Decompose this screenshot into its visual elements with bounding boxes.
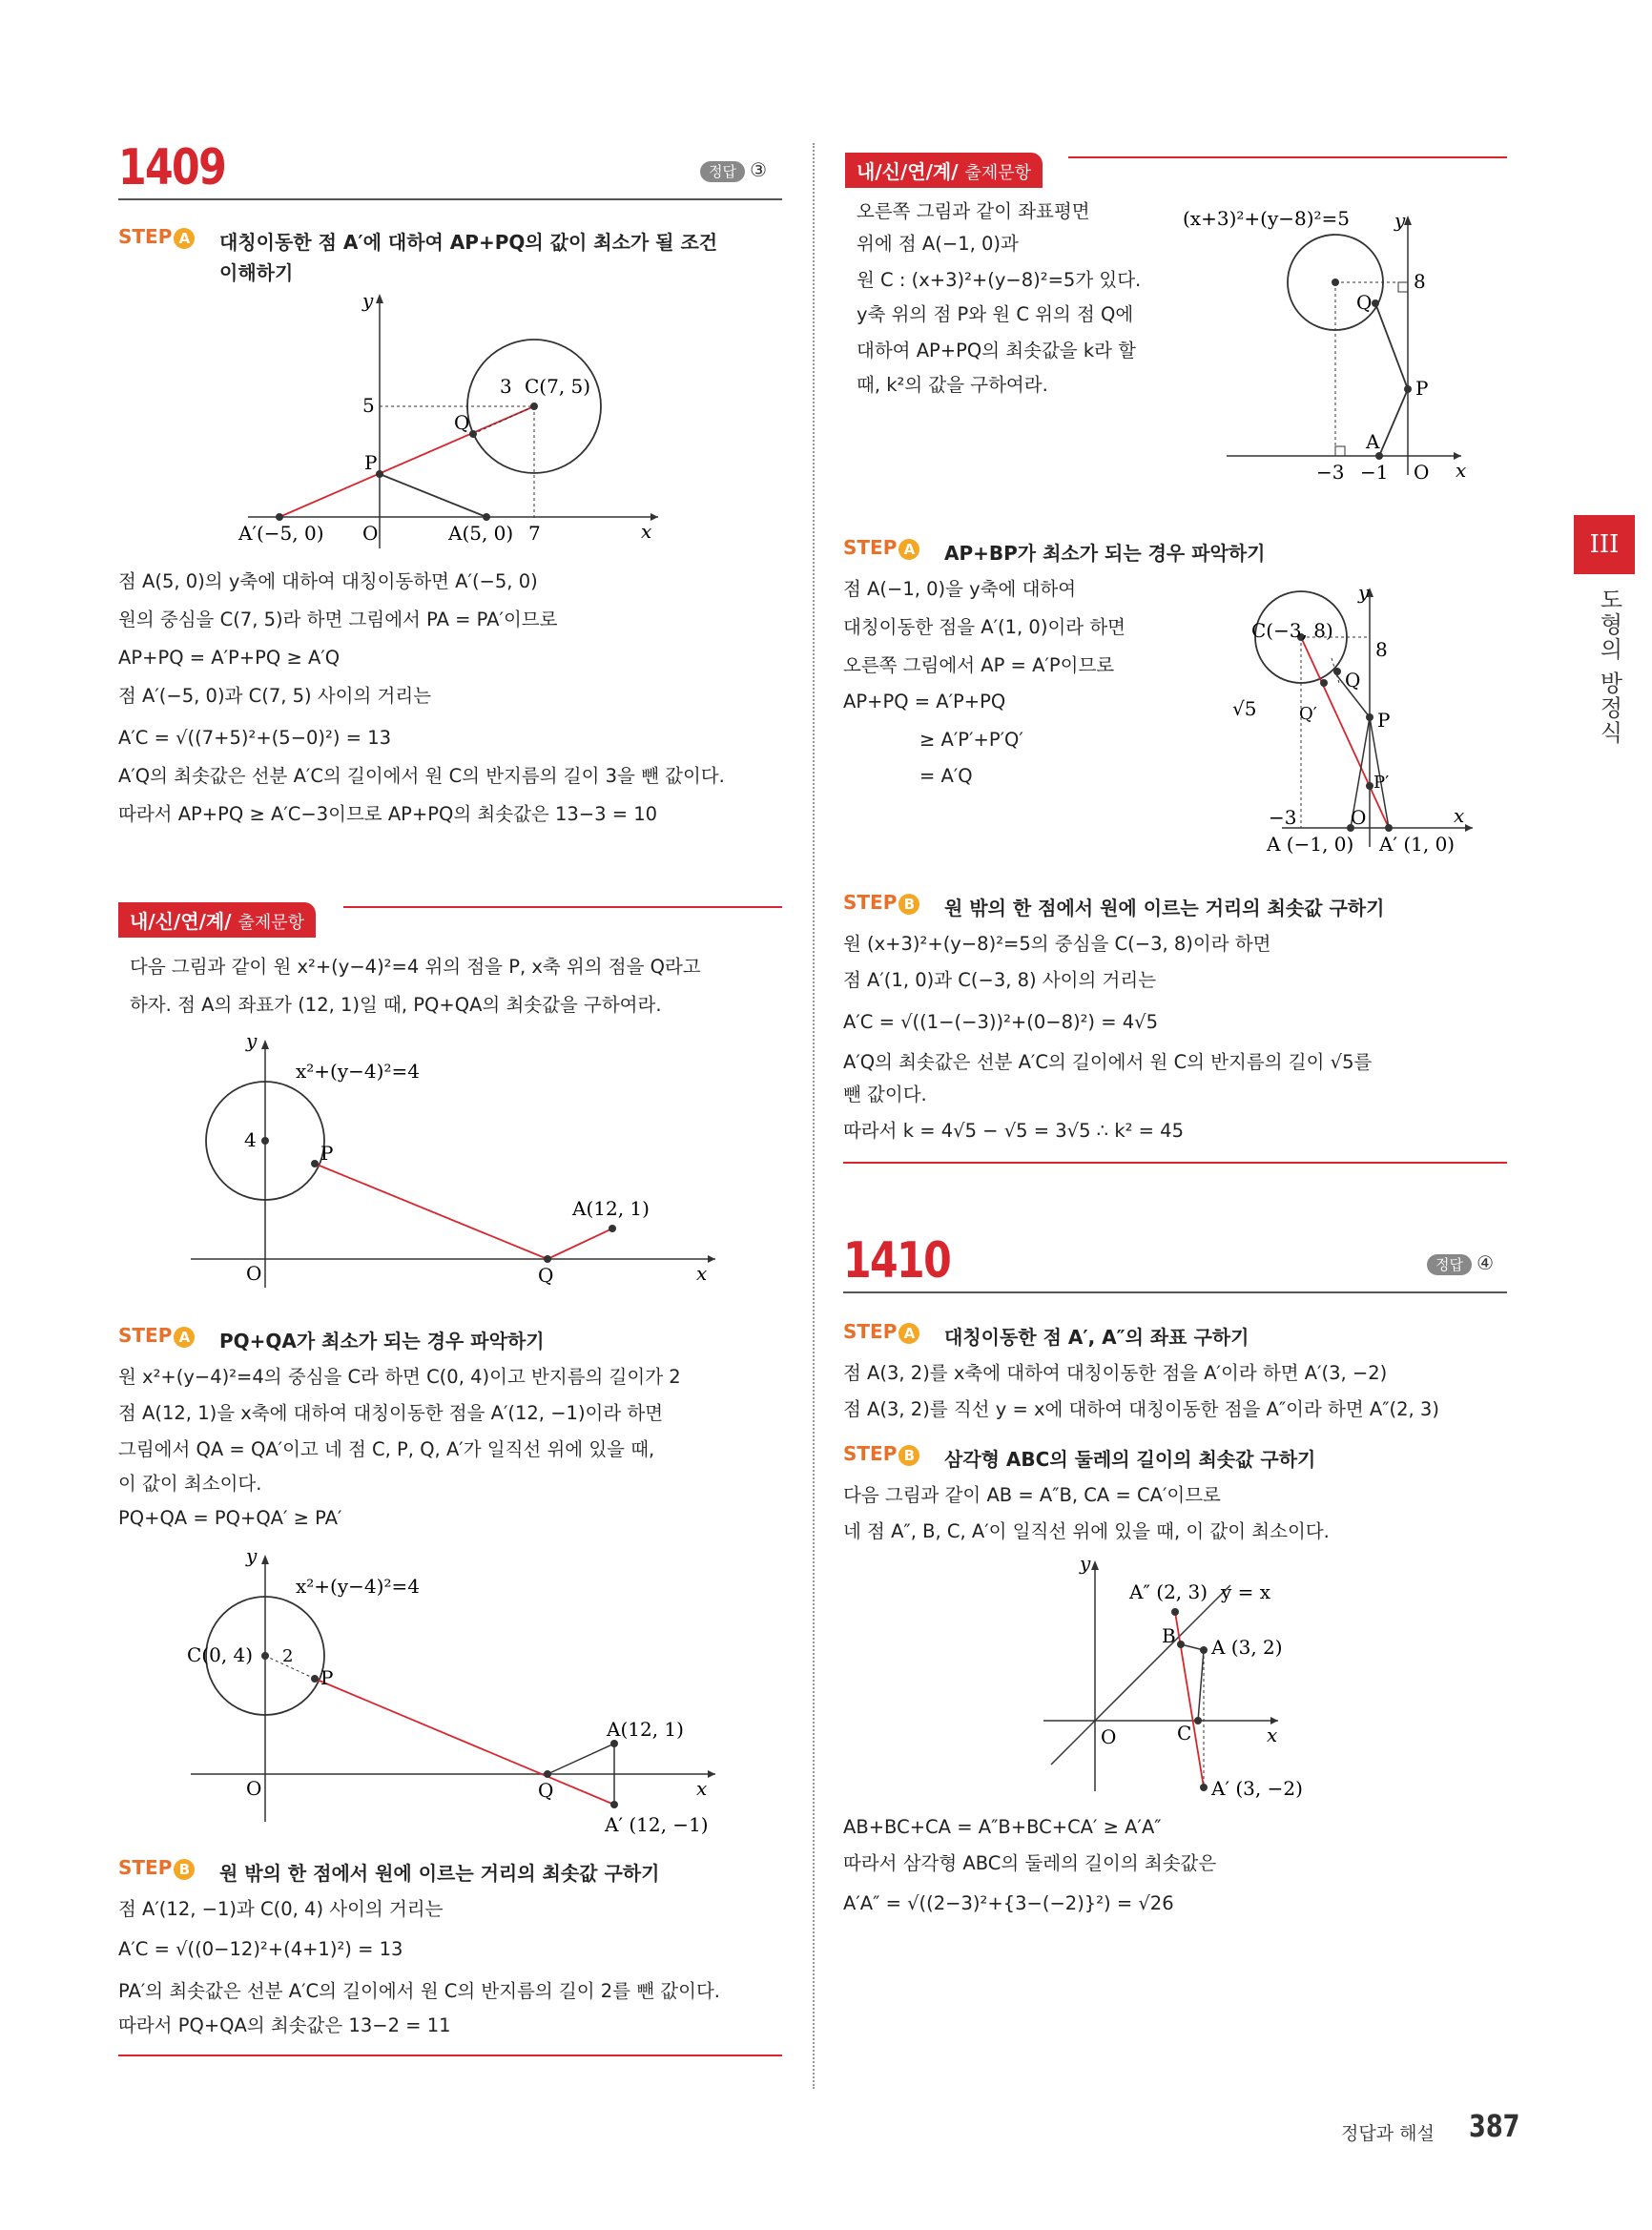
label-q: Q <box>1345 669 1361 692</box>
label-y: y <box>1358 581 1370 604</box>
label-x: x <box>1454 804 1465 827</box>
right-angle-mark <box>1335 446 1345 456</box>
label-c: C <box>1177 1722 1192 1745</box>
y-axis-arrow <box>1091 1560 1099 1570</box>
label-q: Q <box>538 1264 554 1287</box>
point-pprime <box>1366 782 1373 790</box>
step-title: 대칭이동한 점 A′, A″의 좌표 구하기 <box>944 1326 1249 1349</box>
label-x: x <box>641 520 652 543</box>
point-a <box>1200 1646 1208 1654</box>
problem-number-1409: 1409 <box>118 139 226 196</box>
label-eq: x²+(y−4)²=4 <box>296 1575 420 1598</box>
line: 점 A(5, 0)의 y축에 대하여 대칭이동하면 A′(−5, 0) <box>118 570 538 592</box>
step-label: STEP <box>843 891 898 914</box>
line: PA′의 최솟값은 선분 A′C의 길이에서 원 C의 반지름의 길이 2를 뺀 값이다. <box>118 1980 720 2002</box>
answer-badge: 정답 <box>700 161 745 182</box>
answer-value: ④ <box>1476 1251 1495 1274</box>
center <box>1332 279 1339 286</box>
answer-badge: 정답 <box>1427 1254 1472 1275</box>
line: 점 A(12, 1)을 x축에 대하여 대칭이동한 점을 A′(12, −1)이라 하면 <box>118 1402 664 1424</box>
step-label: STEP <box>843 536 898 559</box>
line: A′C = √((0−12)²+(4+1)²) = 13 <box>118 1938 403 1960</box>
figure-naesin1 <box>181 1030 725 1297</box>
line: A′Q의 최솟값은 선분 A′C의 길이에서 원 C의 반지름의 길이 3을 뺀 값이다. <box>118 765 725 787</box>
point-a <box>1375 452 1383 460</box>
point-b <box>1177 1641 1185 1648</box>
line: AP+PQ = A′P+PQ <box>843 691 1006 712</box>
x-axis-arrow <box>1465 824 1473 832</box>
label-c: C(7, 5) <box>525 375 591 398</box>
center <box>261 1137 269 1145</box>
line: 점 A(3, 2)를 x축에 대하여 대칭이동한 점을 A′이라 하면 A′(3, −2) <box>843 1362 1388 1384</box>
banner-sub: 출제문항 <box>237 913 305 933</box>
label-q: Q <box>1356 291 1373 314</box>
label-yx: y = x <box>1221 1580 1271 1603</box>
label-o: O <box>1414 461 1430 484</box>
step-title: 삼각형 ABC의 둘레의 길이의 최솟값 구하기 <box>944 1448 1316 1471</box>
step-letter: B <box>174 1859 195 1880</box>
step-a-1409 <box>118 225 195 249</box>
step-letter: A <box>898 1323 919 1344</box>
question-line: 대하여 AP+PQ의 최솟값을 k라 할 <box>857 340 1137 361</box>
label-a: A (3, 2) <box>1211 1636 1283 1659</box>
line: ≥ A′P′+P′Q′ <box>919 729 1023 751</box>
y-axis-arrow <box>261 1555 269 1564</box>
label-5: 5 <box>362 394 375 417</box>
label-7: 7 <box>528 522 541 545</box>
label-x: x <box>696 1262 708 1285</box>
line: 점 A′(1, 0)과 C(−3, 8) 사이의 거리는 <box>843 969 1157 991</box>
red-divider <box>843 1162 1507 1164</box>
step-label: STEP <box>843 1320 898 1343</box>
label-y: y <box>1394 209 1406 232</box>
question-line: 오른쪽 그림과 같이 좌표평면 <box>857 200 1090 222</box>
red-divider <box>118 2054 782 2056</box>
step-letter: B <box>898 1445 919 1466</box>
banner-title: 내/신/연/계/ <box>857 160 959 183</box>
figure-naesin1-solution <box>181 1545 725 1850</box>
point-a-prime <box>610 1801 618 1808</box>
label-o: O <box>1101 1725 1117 1748</box>
step-a-naesin1 <box>118 1324 195 1348</box>
line: PQ+QA = PQ+QA′ ≥ PA′ <box>118 1507 342 1529</box>
step-b-naesin2 <box>843 891 919 915</box>
step-a-naesin2 <box>843 536 919 560</box>
label-aprime: A′ (1, 0) <box>1379 833 1456 856</box>
line: 원 (x+3)²+(y−8)²=5의 중심을 C(−3, 8)이라 하면 <box>843 933 1271 955</box>
segment-qa <box>547 1744 614 1774</box>
segment-p-a <box>380 474 486 517</box>
point-c <box>530 403 538 410</box>
point-a <box>609 1225 616 1232</box>
step-a-title-2: 이해하기 <box>219 261 294 284</box>
line: 따라서 삼각형 ABC의 둘레의 길이의 최솟값은 <box>843 1852 1217 1874</box>
line: 원의 중심을 C(7, 5)라 하면 그림에서 PA = PA′이므로 <box>118 609 558 630</box>
label-p: P <box>320 1666 334 1689</box>
line: 점 A′(12, −1)과 C(0, 4) 사이의 거리는 <box>118 1898 444 1920</box>
divider <box>843 1291 1507 1293</box>
label-p: P <box>1415 377 1429 400</box>
label-o: O <box>246 1262 262 1285</box>
chapter-tab: III <box>1574 515 1635 574</box>
point-q <box>469 430 477 438</box>
label-a: A(5, 0) <box>448 522 514 545</box>
line: A′C = √((7+5)²+(5−0)²) = 13 <box>118 727 392 749</box>
answer-1409 <box>700 158 767 181</box>
point-p <box>311 1675 319 1683</box>
line: 점 A′(−5, 0)과 C(7, 5) 사이의 거리는 <box>118 685 432 707</box>
center <box>261 1652 269 1660</box>
line: 오른쪽 그림에서 AP = A′P이므로 <box>843 654 1115 676</box>
label-c: C(−3, 8) <box>1251 619 1333 642</box>
question-line: 위에 점 A(−1, 0)과 <box>857 233 1019 255</box>
right-angle-mark <box>1398 282 1408 292</box>
point-q <box>544 1255 551 1263</box>
label-o: O <box>1351 806 1367 829</box>
label-x: x <box>1267 1724 1278 1746</box>
step-title: PQ+QA가 최소가 되는 경우 파악하기 <box>219 1330 545 1352</box>
line: 대칭이동한 점을 A′(1, 0)이라 하면 <box>843 616 1125 638</box>
step-a-title-1: 대칭이동한 점 A′에 대하여 AP+PQ의 값이 최소가 될 조건 <box>219 231 718 254</box>
label-a-prime: A′ (12, −1) <box>605 1813 709 1836</box>
segment-c-aprime <box>1301 637 1389 828</box>
line: A′A″ = √((2−3)²+{3−(−2)}²) = √26 <box>843 1892 1174 1914</box>
segment-ap <box>1379 389 1408 456</box>
label-y: y <box>246 1030 258 1052</box>
step-label: STEP <box>843 1442 898 1465</box>
chapter-title: 도형의 방정식 <box>1596 588 1622 746</box>
label-y: y <box>246 1545 258 1567</box>
question-line: 하자. 점 A의 좌표가 (12, 1)일 때, PQ+QA의 최솟값을 구하여라. <box>130 994 662 1016</box>
label-eq: (x+3)²+(y−8)²=5 <box>1183 207 1351 230</box>
y-axis-arrow <box>261 1040 269 1049</box>
line: 네 점 A″, B, C, A′이 일직선 위에 있을 때, 이 값이 최소이다. <box>843 1520 1330 1542</box>
label-o: O <box>246 1777 262 1800</box>
red-divider <box>343 906 782 908</box>
label-a: A(12, 1) <box>572 1197 650 1220</box>
line: AB+BC+CA = A″B+BC+CA′ ≥ A′A″ <box>843 1816 1162 1838</box>
figure-1410 <box>1040 1553 1354 1810</box>
line: = A′Q <box>919 765 973 787</box>
point-p <box>1366 713 1373 721</box>
point-a <box>610 1740 618 1747</box>
point-q <box>1333 668 1341 675</box>
line: 원 x²+(y−4)²=4의 중심을 C라 하면 C(0, 4)이고 반지름의 길이가 2 <box>118 1366 681 1388</box>
label-y: y <box>362 289 374 312</box>
label-y: y <box>1080 1553 1091 1575</box>
label-x: x <box>696 1777 708 1800</box>
label-qprime: Q′ <box>1299 704 1317 724</box>
step-a-1410 <box>843 1320 919 1344</box>
label-pprime: P′ <box>1373 773 1390 793</box>
label-b: B <box>1162 1624 1176 1647</box>
x-axis-arrow <box>708 1255 715 1263</box>
answer-1410 <box>1427 1251 1494 1274</box>
line: A′C = √((1−(−3))²+(0−8)²) = 4√5 <box>843 1011 1158 1033</box>
question-line: 때, k²의 값을 구하여라. <box>857 374 1048 396</box>
label-a1: A′ (3, −2) <box>1211 1777 1303 1800</box>
line: 그림에서 QA = QA′이고 네 점 C, P, Q, A′가 일직선 위에 있을 때, <box>118 1438 655 1460</box>
step-title: 원 밖의 한 점에서 원에 이르는 거리의 최솟값 구하기 <box>219 1862 660 1885</box>
line: 따라서 PQ+QA의 최솟값은 13−2 = 11 <box>118 2014 451 2036</box>
point-q <box>1372 299 1379 307</box>
label-o: O <box>362 522 379 545</box>
label-q: Q <box>454 411 470 434</box>
label-2: 2 <box>282 1646 294 1666</box>
line: 따라서 k = 4√5 − √5 = 3√5 ∴ k² = 45 <box>843 1120 1184 1142</box>
label-8: 8 <box>1414 270 1426 293</box>
label-8: 8 <box>1375 638 1388 661</box>
segment-pq <box>315 1164 547 1259</box>
label-c: C(0, 4) <box>187 1643 254 1666</box>
label-p: P <box>1377 709 1391 732</box>
label-x: x <box>1456 459 1467 482</box>
naesin-banner-1 <box>118 902 316 938</box>
segment-pa-prime <box>315 1679 614 1805</box>
question-line: y축 위의 점 P와 원 C 위의 점 Q에 <box>857 303 1134 325</box>
banner-sub: 출제문항 <box>964 163 1032 183</box>
figure-naesin2 <box>1179 198 1494 485</box>
label-eq: x²+(y−4)²=4 <box>296 1060 420 1083</box>
label-4: 4 <box>244 1128 257 1151</box>
line: 따라서 AP+PQ ≥ A′C−3이므로 AP+PQ의 최솟값은 13−3 = 10 <box>118 803 658 825</box>
line: 다음 그림과 같이 AB = A″B, CA = CA′이므로 <box>843 1484 1221 1506</box>
step-label: STEP <box>118 1324 173 1347</box>
step-letter: A <box>898 539 919 560</box>
label-3: 3 <box>500 375 512 398</box>
label-m3: −3 <box>1269 806 1297 829</box>
y-axis-arrow <box>376 294 383 303</box>
segment-qa <box>547 1229 612 1259</box>
banner-title: 내/신/연/계/ <box>130 910 232 933</box>
step-label: STEP <box>118 1856 173 1879</box>
line: 뺀 값이다. <box>843 1084 927 1105</box>
point-p <box>1404 385 1412 393</box>
point-qprime <box>1320 679 1328 687</box>
label-a: A <box>1366 430 1380 453</box>
label-m3: −3 <box>1316 461 1345 484</box>
problem-number-1410: 1410 <box>843 1232 951 1290</box>
step-letter: B <box>898 894 919 915</box>
step-letter: A <box>174 1327 195 1348</box>
line: 이 값이 최소이다. <box>118 1473 262 1495</box>
step-title: AP+BP가 최소가 되는 경우 파악하기 <box>944 542 1266 565</box>
label-m1: −1 <box>1360 461 1389 484</box>
label-a2: A″ (2, 3) <box>1129 1580 1208 1603</box>
line: A′Q의 최솟값은 선분 A′C의 길이에서 원 C의 반지름의 길이 √5를 <box>843 1051 1373 1073</box>
figure-naesin2-solution <box>1225 576 1482 862</box>
line: 점 A(3, 2)를 직선 y = x에 대하여 대칭이동한 점을 A″이라 하면 A″(2, 3) <box>843 1398 1439 1420</box>
x-axis-arrow <box>708 1770 715 1778</box>
step-label: STEP <box>118 225 173 248</box>
point-c <box>1194 1717 1202 1724</box>
step-b-1410 <box>843 1442 919 1466</box>
step-title: 원 밖의 한 점에서 원에 이르는 거리의 최솟값 구하기 <box>944 897 1385 919</box>
step-b-naesin1 <box>118 1856 195 1880</box>
segment-pq <box>1375 303 1408 389</box>
label-sqrt5: √5 <box>1232 697 1257 720</box>
label-aprime: A′(−5, 0) <box>238 522 324 545</box>
label-q: Q <box>538 1779 554 1802</box>
page-number: 387 <box>1469 2108 1520 2144</box>
point-a2 <box>1171 1608 1179 1616</box>
point-q <box>544 1770 551 1778</box>
label-p: P <box>364 451 378 474</box>
question-line: 다음 그림과 같이 원 x²+(y−4)²=4 위의 점을 P, x축 위의 점을 Q라고 <box>130 956 701 978</box>
point-a1 <box>1200 1784 1208 1791</box>
point-aprime <box>276 513 283 521</box>
question-line: 원 C : (x+3)²+(y−8)²=5가 있다. <box>857 269 1142 291</box>
point-aprime <box>1385 824 1393 832</box>
answer-value: ③ <box>750 158 768 181</box>
footer-label: 정답과 해설 <box>1341 2123 1435 2144</box>
segment-ac <box>1198 1650 1204 1721</box>
step-letter: A <box>174 228 195 249</box>
label-p: P <box>320 1142 334 1165</box>
point-p <box>311 1160 319 1167</box>
red-divider <box>1068 156 1507 158</box>
naesin-banner-2 <box>845 153 1043 188</box>
divider <box>118 198 782 200</box>
figure-1409 <box>219 286 677 553</box>
line: 점 A(−1, 0)을 y축에 대하여 <box>843 578 1077 600</box>
label-a: A (−1, 0) <box>1267 833 1354 856</box>
line: AP+PQ = A′P+PQ ≥ A′Q <box>118 647 341 669</box>
point-a <box>483 513 490 521</box>
column-divider <box>813 143 815 2089</box>
label-a: A(12, 1) <box>607 1718 684 1741</box>
